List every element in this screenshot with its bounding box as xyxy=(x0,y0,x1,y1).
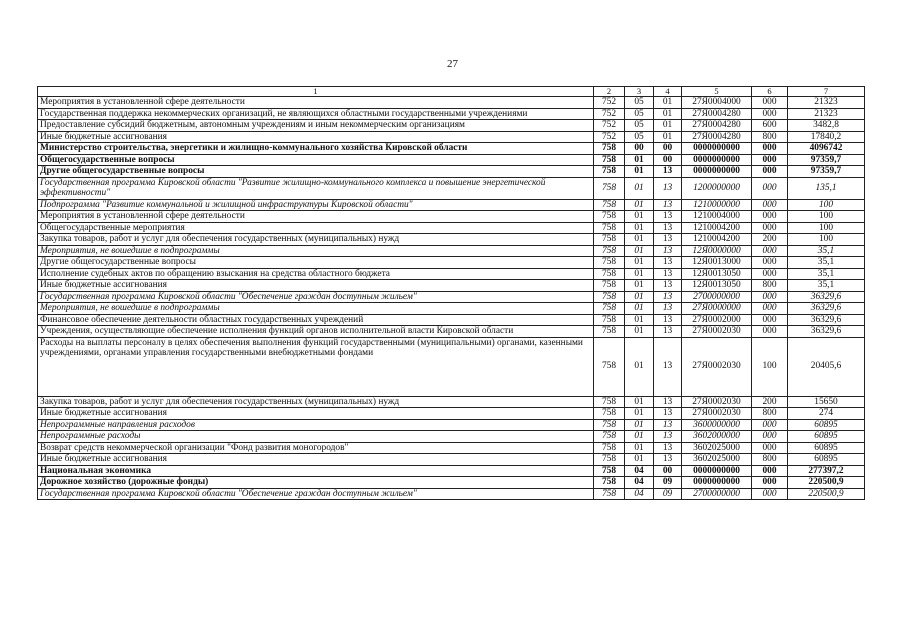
row-ministry-code: 758 xyxy=(594,314,625,326)
row-amount: 274 xyxy=(788,408,865,420)
table-row xyxy=(38,234,865,246)
row-subsection-code: 13 xyxy=(654,199,682,211)
table-row xyxy=(38,465,865,477)
row-subsection-code: 00 xyxy=(654,143,682,155)
table-row xyxy=(38,108,865,120)
table-row xyxy=(38,222,865,234)
row-subsection-code: 13 xyxy=(654,166,682,178)
row-section-code: 01 xyxy=(625,166,654,178)
row-target-article: 27Я0004280 xyxy=(682,108,752,120)
row-expense-type: 000 xyxy=(752,245,788,257)
table-body xyxy=(38,97,865,500)
row-name: Мероприятия в установленной сфере деятельности xyxy=(38,211,594,223)
row-expense-type: 800 xyxy=(752,131,788,143)
table-row xyxy=(38,97,865,109)
row-name: Иные бюджетные ассигнования xyxy=(38,454,594,466)
row-section-code: 04 xyxy=(625,465,654,477)
row-ministry-code: 758 xyxy=(594,222,625,234)
row-ministry-code: 758 xyxy=(594,431,625,443)
table-row xyxy=(38,291,865,303)
row-section-code: 01 xyxy=(625,291,654,303)
row-expense-type: 800 xyxy=(752,454,788,466)
row-ministry-code: 758 xyxy=(594,211,625,223)
row-target-article: 3602025000 xyxy=(682,454,752,466)
row-section-code: 05 xyxy=(625,131,654,143)
row-ministry-code: 758 xyxy=(594,280,625,292)
row-subsection-code: 13 xyxy=(654,431,682,443)
row-name: Расходы на выплаты персоналу в целях обеспечения выполнения функций государственными (муниципальными) органами, казенными учреждениями, органами управления государственными внебюджетными фондами xyxy=(38,337,594,396)
row-target-article: 1210000000 xyxy=(682,199,752,211)
row-subsection-code: 01 xyxy=(654,108,682,120)
row-section-code: 01 xyxy=(625,245,654,257)
row-expense-type: 000 xyxy=(752,291,788,303)
row-amount: 36329,6 xyxy=(788,291,865,303)
row-expense-type: 000 xyxy=(752,268,788,280)
row-name: Иные бюджетные ассигнования xyxy=(38,131,594,143)
table-row xyxy=(38,326,865,338)
row-section-code: 01 xyxy=(625,442,654,454)
row-ministry-code: 758 xyxy=(594,396,625,408)
row-name: Учреждения, осуществляющие обеспечение исполнения функций органов исполнительной власти Кировской области xyxy=(38,326,594,338)
row-expense-type: 000 xyxy=(752,222,788,234)
row-name: Государственная программа Кировской области "Обеспечение граждан доступным жильем" xyxy=(38,488,594,500)
row-ministry-code: 758 xyxy=(594,326,625,338)
row-name: Закупка товаров, работ и услуг для обеспечения государственных (муниципальных) нужд xyxy=(38,396,594,408)
row-subsection-code: 13 xyxy=(654,291,682,303)
row-name: Мероприятия, не вошедшие в подпрограммы xyxy=(38,303,594,315)
row-ministry-code: 758 xyxy=(594,166,625,178)
row-amount: 35,1 xyxy=(788,280,865,292)
row-amount: 36329,6 xyxy=(788,303,865,315)
row-subsection-code: 13 xyxy=(654,257,682,269)
row-expense-type: 100 xyxy=(752,337,788,396)
row-section-code: 04 xyxy=(625,477,654,489)
row-ministry-code: 758 xyxy=(594,177,625,199)
row-target-article: 0000000000 xyxy=(682,143,752,155)
row-amount: 21323 xyxy=(788,97,865,109)
row-expense-type: 000 xyxy=(752,177,788,199)
column-header: 1 xyxy=(38,87,594,97)
row-name: Возврат средств некоммерческой организации "Фонд развития моногородов" xyxy=(38,442,594,454)
row-name: Другие общегосударственные вопросы xyxy=(38,257,594,269)
row-ministry-code: 758 xyxy=(594,477,625,489)
row-section-code: 01 xyxy=(625,396,654,408)
row-ministry-code: 758 xyxy=(594,154,625,166)
row-expense-type: 600 xyxy=(752,120,788,132)
table-row xyxy=(38,419,865,431)
row-subsection-code: 13 xyxy=(654,268,682,280)
row-target-article: 27Я0004000 xyxy=(682,97,752,109)
row-expense-type: 000 xyxy=(752,199,788,211)
row-amount: 35,1 xyxy=(788,257,865,269)
row-target-article: 12Я0013000 xyxy=(682,257,752,269)
row-target-article: 1200000000 xyxy=(682,177,752,199)
row-expense-type: 200 xyxy=(752,396,788,408)
row-target-article: 27Я0004280 xyxy=(682,120,752,132)
row-amount: 97359,7 xyxy=(788,154,865,166)
row-name: Мероприятия в установленной сфере деятельности xyxy=(38,97,594,109)
row-expense-type: 200 xyxy=(752,234,788,246)
row-name: Непрограммные направления расходов xyxy=(38,419,594,431)
row-target-article: 1210004200 xyxy=(682,222,752,234)
row-amount: 220500,9 xyxy=(788,488,865,500)
row-ministry-code: 758 xyxy=(594,143,625,155)
table-row xyxy=(38,454,865,466)
row-target-article: 27Я0002030 xyxy=(682,326,752,338)
row-expense-type: 000 xyxy=(752,431,788,443)
row-name: Закупка товаров, работ и услуг для обеспечения государственных (муниципальных) нужд xyxy=(38,234,594,246)
table-row xyxy=(38,408,865,420)
row-subsection-code: 01 xyxy=(654,120,682,132)
row-name: Мероприятия, не вошедшие в подпрограммы xyxy=(38,245,594,257)
table-row xyxy=(38,211,865,223)
row-expense-type: 000 xyxy=(752,419,788,431)
row-section-code: 01 xyxy=(625,326,654,338)
row-ministry-code: 752 xyxy=(594,108,625,120)
page-number: 27 xyxy=(447,58,458,70)
row-target-article: 12Я0013050 xyxy=(682,268,752,280)
row-expense-type: 000 xyxy=(752,257,788,269)
row-name: Государственная программа Кировской области "Развитие жилищно-коммунального комплекса и повышение энергетической эффективности" xyxy=(38,177,594,199)
row-ministry-code: 758 xyxy=(594,408,625,420)
row-section-code: 01 xyxy=(625,431,654,443)
row-expense-type: 000 xyxy=(752,442,788,454)
row-ministry-code: 758 xyxy=(594,268,625,280)
table-row xyxy=(38,199,865,211)
row-section-code: 01 xyxy=(625,408,654,420)
row-subsection-code: 13 xyxy=(654,303,682,315)
row-ministry-code: 758 xyxy=(594,303,625,315)
row-amount: 36329,6 xyxy=(788,314,865,326)
row-amount: 15650 xyxy=(788,396,865,408)
row-subsection-code: 13 xyxy=(654,177,682,199)
row-target-article: 27Я0002000 xyxy=(682,314,752,326)
row-subsection-code: 13 xyxy=(654,234,682,246)
row-ministry-code: 758 xyxy=(594,454,625,466)
row-subsection-code: 01 xyxy=(654,131,682,143)
row-amount: 21323 xyxy=(788,108,865,120)
row-amount: 17840,2 xyxy=(788,131,865,143)
row-name: Иные бюджетные ассигнования xyxy=(38,408,594,420)
row-name: Другие общегосударственные вопросы xyxy=(38,166,594,178)
table-header-row xyxy=(38,87,865,97)
row-section-code: 01 xyxy=(625,199,654,211)
table-row xyxy=(38,303,865,315)
row-subsection-code: 13 xyxy=(654,396,682,408)
row-target-article: 27Я0000000 xyxy=(682,303,752,315)
row-target-article: 27Я0004280 xyxy=(682,131,752,143)
row-target-article: 0000000000 xyxy=(682,477,752,489)
row-subsection-code: 00 xyxy=(654,465,682,477)
row-name: Дорожное хозяйство (дорожные фонды) xyxy=(38,477,594,489)
row-expense-type: 000 xyxy=(752,143,788,155)
row-target-article: 27Я0002030 xyxy=(682,337,752,396)
row-target-article: 2700000000 xyxy=(682,291,752,303)
table-row xyxy=(38,257,865,269)
row-amount: 60895 xyxy=(788,419,865,431)
row-target-article: 12Я0013050 xyxy=(682,280,752,292)
row-section-code: 01 xyxy=(625,303,654,315)
row-section-code: 01 xyxy=(625,419,654,431)
row-target-article: 0000000000 xyxy=(682,154,752,166)
table-row xyxy=(38,154,865,166)
row-expense-type: 000 xyxy=(752,314,788,326)
table-row xyxy=(38,431,865,443)
row-expense-type: 000 xyxy=(752,488,788,500)
row-section-code: 00 xyxy=(625,143,654,155)
row-section-code: 01 xyxy=(625,222,654,234)
row-amount: 35,1 xyxy=(788,245,865,257)
row-amount: 135,1 xyxy=(788,177,865,199)
row-subsection-code: 13 xyxy=(654,442,682,454)
table-row xyxy=(38,268,865,280)
row-amount: 4096742 xyxy=(788,143,865,155)
row-amount: 36329,6 xyxy=(788,326,865,338)
row-section-code: 01 xyxy=(625,234,654,246)
row-section-code: 05 xyxy=(625,97,654,109)
table-row xyxy=(38,396,865,408)
table-row xyxy=(38,477,865,489)
row-section-code: 01 xyxy=(625,314,654,326)
row-subsection-code: 09 xyxy=(654,477,682,489)
row-amount: 60895 xyxy=(788,442,865,454)
table-row xyxy=(38,166,865,178)
table-row xyxy=(38,177,865,199)
row-name: Подпрограмма "Развитие коммунальной и жилищной инфраструктуры Кировской области" xyxy=(38,199,594,211)
row-expense-type: 000 xyxy=(752,97,788,109)
row-amount: 60895 xyxy=(788,454,865,466)
row-amount: 100 xyxy=(788,199,865,211)
row-subsection-code: 09 xyxy=(654,488,682,500)
row-subsection-code: 13 xyxy=(654,326,682,338)
row-ministry-code: 758 xyxy=(594,234,625,246)
row-subsection-code: 13 xyxy=(654,280,682,292)
row-section-code: 01 xyxy=(625,154,654,166)
row-target-article: 3602025000 xyxy=(682,442,752,454)
row-expense-type: 000 xyxy=(752,108,788,120)
row-name: Национальная экономика xyxy=(38,465,594,477)
row-expense-type: 000 xyxy=(752,166,788,178)
row-name: Общегосударственные вопросы xyxy=(38,154,594,166)
table-row xyxy=(38,245,865,257)
row-ministry-code: 758 xyxy=(594,257,625,269)
row-amount: 100 xyxy=(788,234,865,246)
table-row xyxy=(38,120,865,132)
column-header: 6 xyxy=(752,87,788,97)
row-subsection-code: 00 xyxy=(654,154,682,166)
row-ministry-code: 758 xyxy=(594,419,625,431)
row-amount: 220500,9 xyxy=(788,477,865,489)
row-expense-type: 000 xyxy=(752,477,788,489)
row-section-code: 01 xyxy=(625,280,654,292)
table-row xyxy=(38,280,865,292)
row-amount: 277397,2 xyxy=(788,465,865,477)
row-section-code: 01 xyxy=(625,257,654,269)
table-row xyxy=(38,442,865,454)
row-section-code: 01 xyxy=(625,177,654,199)
row-name: Иные бюджетные ассигнования xyxy=(38,280,594,292)
row-target-article: 2700000000 xyxy=(682,488,752,500)
row-name: Непрограммные расходы xyxy=(38,431,594,443)
table-row xyxy=(38,488,865,500)
row-expense-type: 000 xyxy=(752,465,788,477)
row-target-article: 27Я0002030 xyxy=(682,408,752,420)
row-subsection-code: 13 xyxy=(654,408,682,420)
row-amount: 20405,6 xyxy=(788,337,865,396)
row-name: Исполнение судебных актов по обращению взыскания на средства областного бюджета xyxy=(38,268,594,280)
budget-table xyxy=(37,86,865,500)
row-name: Предоставление субсидий бюджетным, автономным учреждениям и иным некоммерческим организациям xyxy=(38,120,594,132)
row-subsection-code: 13 xyxy=(654,211,682,223)
row-section-code: 01 xyxy=(625,268,654,280)
row-amount: 100 xyxy=(788,211,865,223)
row-expense-type: 800 xyxy=(752,280,788,292)
column-header: 2 xyxy=(594,87,625,97)
row-subsection-code: 01 xyxy=(654,97,682,109)
row-target-article: 3602000000 xyxy=(682,431,752,443)
row-target-article: 12Я0000000 xyxy=(682,245,752,257)
column-header: 7 xyxy=(788,87,865,97)
column-header: 4 xyxy=(654,87,682,97)
row-amount: 60895 xyxy=(788,431,865,443)
row-subsection-code: 13 xyxy=(654,314,682,326)
row-target-article: 1210004200 xyxy=(682,234,752,246)
row-amount: 35,1 xyxy=(788,268,865,280)
row-ministry-code: 752 xyxy=(594,131,625,143)
table-row xyxy=(38,143,865,155)
row-section-code: 01 xyxy=(625,454,654,466)
table-row xyxy=(38,337,865,396)
row-target-article: 0000000000 xyxy=(682,166,752,178)
row-expense-type: 000 xyxy=(752,211,788,223)
table-row xyxy=(38,314,865,326)
row-subsection-code: 13 xyxy=(654,419,682,431)
row-subsection-code: 13 xyxy=(654,337,682,396)
row-expense-type: 800 xyxy=(752,408,788,420)
row-section-code: 04 xyxy=(625,488,654,500)
row-ministry-code: 752 xyxy=(594,120,625,132)
row-amount: 100 xyxy=(788,222,865,234)
row-ministry-code: 758 xyxy=(594,337,625,396)
row-ministry-code: 758 xyxy=(594,488,625,500)
row-section-code: 05 xyxy=(625,120,654,132)
row-name: Государственная программа Кировской области "Обеспечение граждан доступным жильем" xyxy=(38,291,594,303)
row-target-article: 27Я0002030 xyxy=(682,396,752,408)
row-ministry-code: 758 xyxy=(594,442,625,454)
row-name: Общегосударственные мероприятия xyxy=(38,222,594,234)
row-ministry-code: 752 xyxy=(594,97,625,109)
row-name: Финансовое обеспечение деятельности областных государственных учреждений xyxy=(38,314,594,326)
row-subsection-code: 13 xyxy=(654,222,682,234)
row-target-article: 1210004000 xyxy=(682,211,752,223)
row-expense-type: 000 xyxy=(752,154,788,166)
row-subsection-code: 13 xyxy=(654,245,682,257)
row-target-article: 3600000000 xyxy=(682,419,752,431)
row-expense-type: 000 xyxy=(752,326,788,338)
table-row xyxy=(38,131,865,143)
row-name: Министерство строительства, энергетики и жилищно-коммунального хозяйства Кировской области xyxy=(38,143,594,155)
row-name: Государственная поддержка некоммерческих организаций, не являющихся областными государственными учреждениями xyxy=(38,108,594,120)
row-amount: 3482,8 xyxy=(788,120,865,132)
row-ministry-code: 758 xyxy=(594,199,625,211)
row-expense-type: 000 xyxy=(752,303,788,315)
column-header: 5 xyxy=(682,87,752,97)
row-ministry-code: 758 xyxy=(594,465,625,477)
row-section-code: 05 xyxy=(625,108,654,120)
row-ministry-code: 758 xyxy=(594,291,625,303)
row-target-article: 0000000000 xyxy=(682,465,752,477)
row-amount: 97359,7 xyxy=(788,166,865,178)
row-section-code: 01 xyxy=(625,337,654,396)
row-section-code: 01 xyxy=(625,211,654,223)
column-header: 3 xyxy=(625,87,654,97)
row-ministry-code: 758 xyxy=(594,245,625,257)
row-subsection-code: 13 xyxy=(654,454,682,466)
